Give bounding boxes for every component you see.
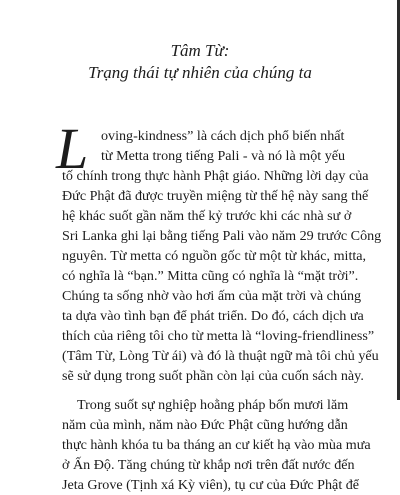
- paragraph-line: nguyên. Từ metta có nguồn gốc từ một từ khác, mitta,: [62, 248, 367, 264]
- paragraph-line: Chúng ta sống nhờ vào hơi ấm của mặt trời và chúng: [62, 288, 362, 304]
- paragraph-line: (Tâm Từ, Lòng Từ ái) và đó là thuật ngữ mà tôi chủ yếu: [62, 348, 379, 364]
- chapter-title: Tâm Từ:: [170, 41, 230, 60]
- paragraph-line: thực hành khóa tu ba tháng an cư kiết hạ vào mùa mưa: [62, 437, 371, 453]
- paragraph-line: năm của mình, năm nào Đức Phật cũng hướng dẫn: [62, 417, 348, 433]
- paragraph-line: thích của riêng tôi cho từ metta là “loving-friendliness”: [62, 328, 375, 344]
- paragraph-line: Jeta Grove (Tịnh xá Kỳ viên), tụ cư của Đức Phật để: [62, 477, 360, 493]
- paragraph-line: Trong suốt sự nghiệp hoằng pháp bốn mươi lăm: [77, 397, 349, 413]
- paragraph-line: Sri Lanka ghi lại bằng tiếng Pali vào năm 29 trước Công: [62, 228, 382, 244]
- paragraph-line: ta dựa vào tình bạn để phát triển. Do đó, cách dịch ưa: [62, 308, 364, 324]
- chapter-subtitle: Trạng thái tự nhiên của chúng ta: [88, 63, 312, 82]
- paragraph-line: Đức Phật đã được truyền miệng từ thế hệ này sang thế: [62, 188, 369, 204]
- paragraph-line: tố chính trong thực hành Phật giáo. Những lời dạy của: [62, 168, 369, 184]
- paragraph-line: oving-kindness” là cách dịch phổ biến nhất: [101, 128, 345, 144]
- drop-cap: L: [56, 116, 89, 181]
- paragraph-line: ở Ấn Độ. Tăng chúng từ khắp nơi trên đất nước đến: [62, 457, 355, 473]
- paragraph-line: sẽ sử dụng trong suốt phần còn lại của cuốn sách này.: [62, 368, 364, 384]
- paragraph-line: từ Metta trong tiếng Pali - và nó là một yếu: [101, 148, 346, 164]
- paragraph-line: có nghĩa là “bạn.” Mitta cũng có nghĩa là “mặt trời”.: [62, 268, 359, 284]
- paragraph-line: hệ khác suốt gần năm thế kỷ trước khi các nhà sư ở: [62, 208, 352, 224]
